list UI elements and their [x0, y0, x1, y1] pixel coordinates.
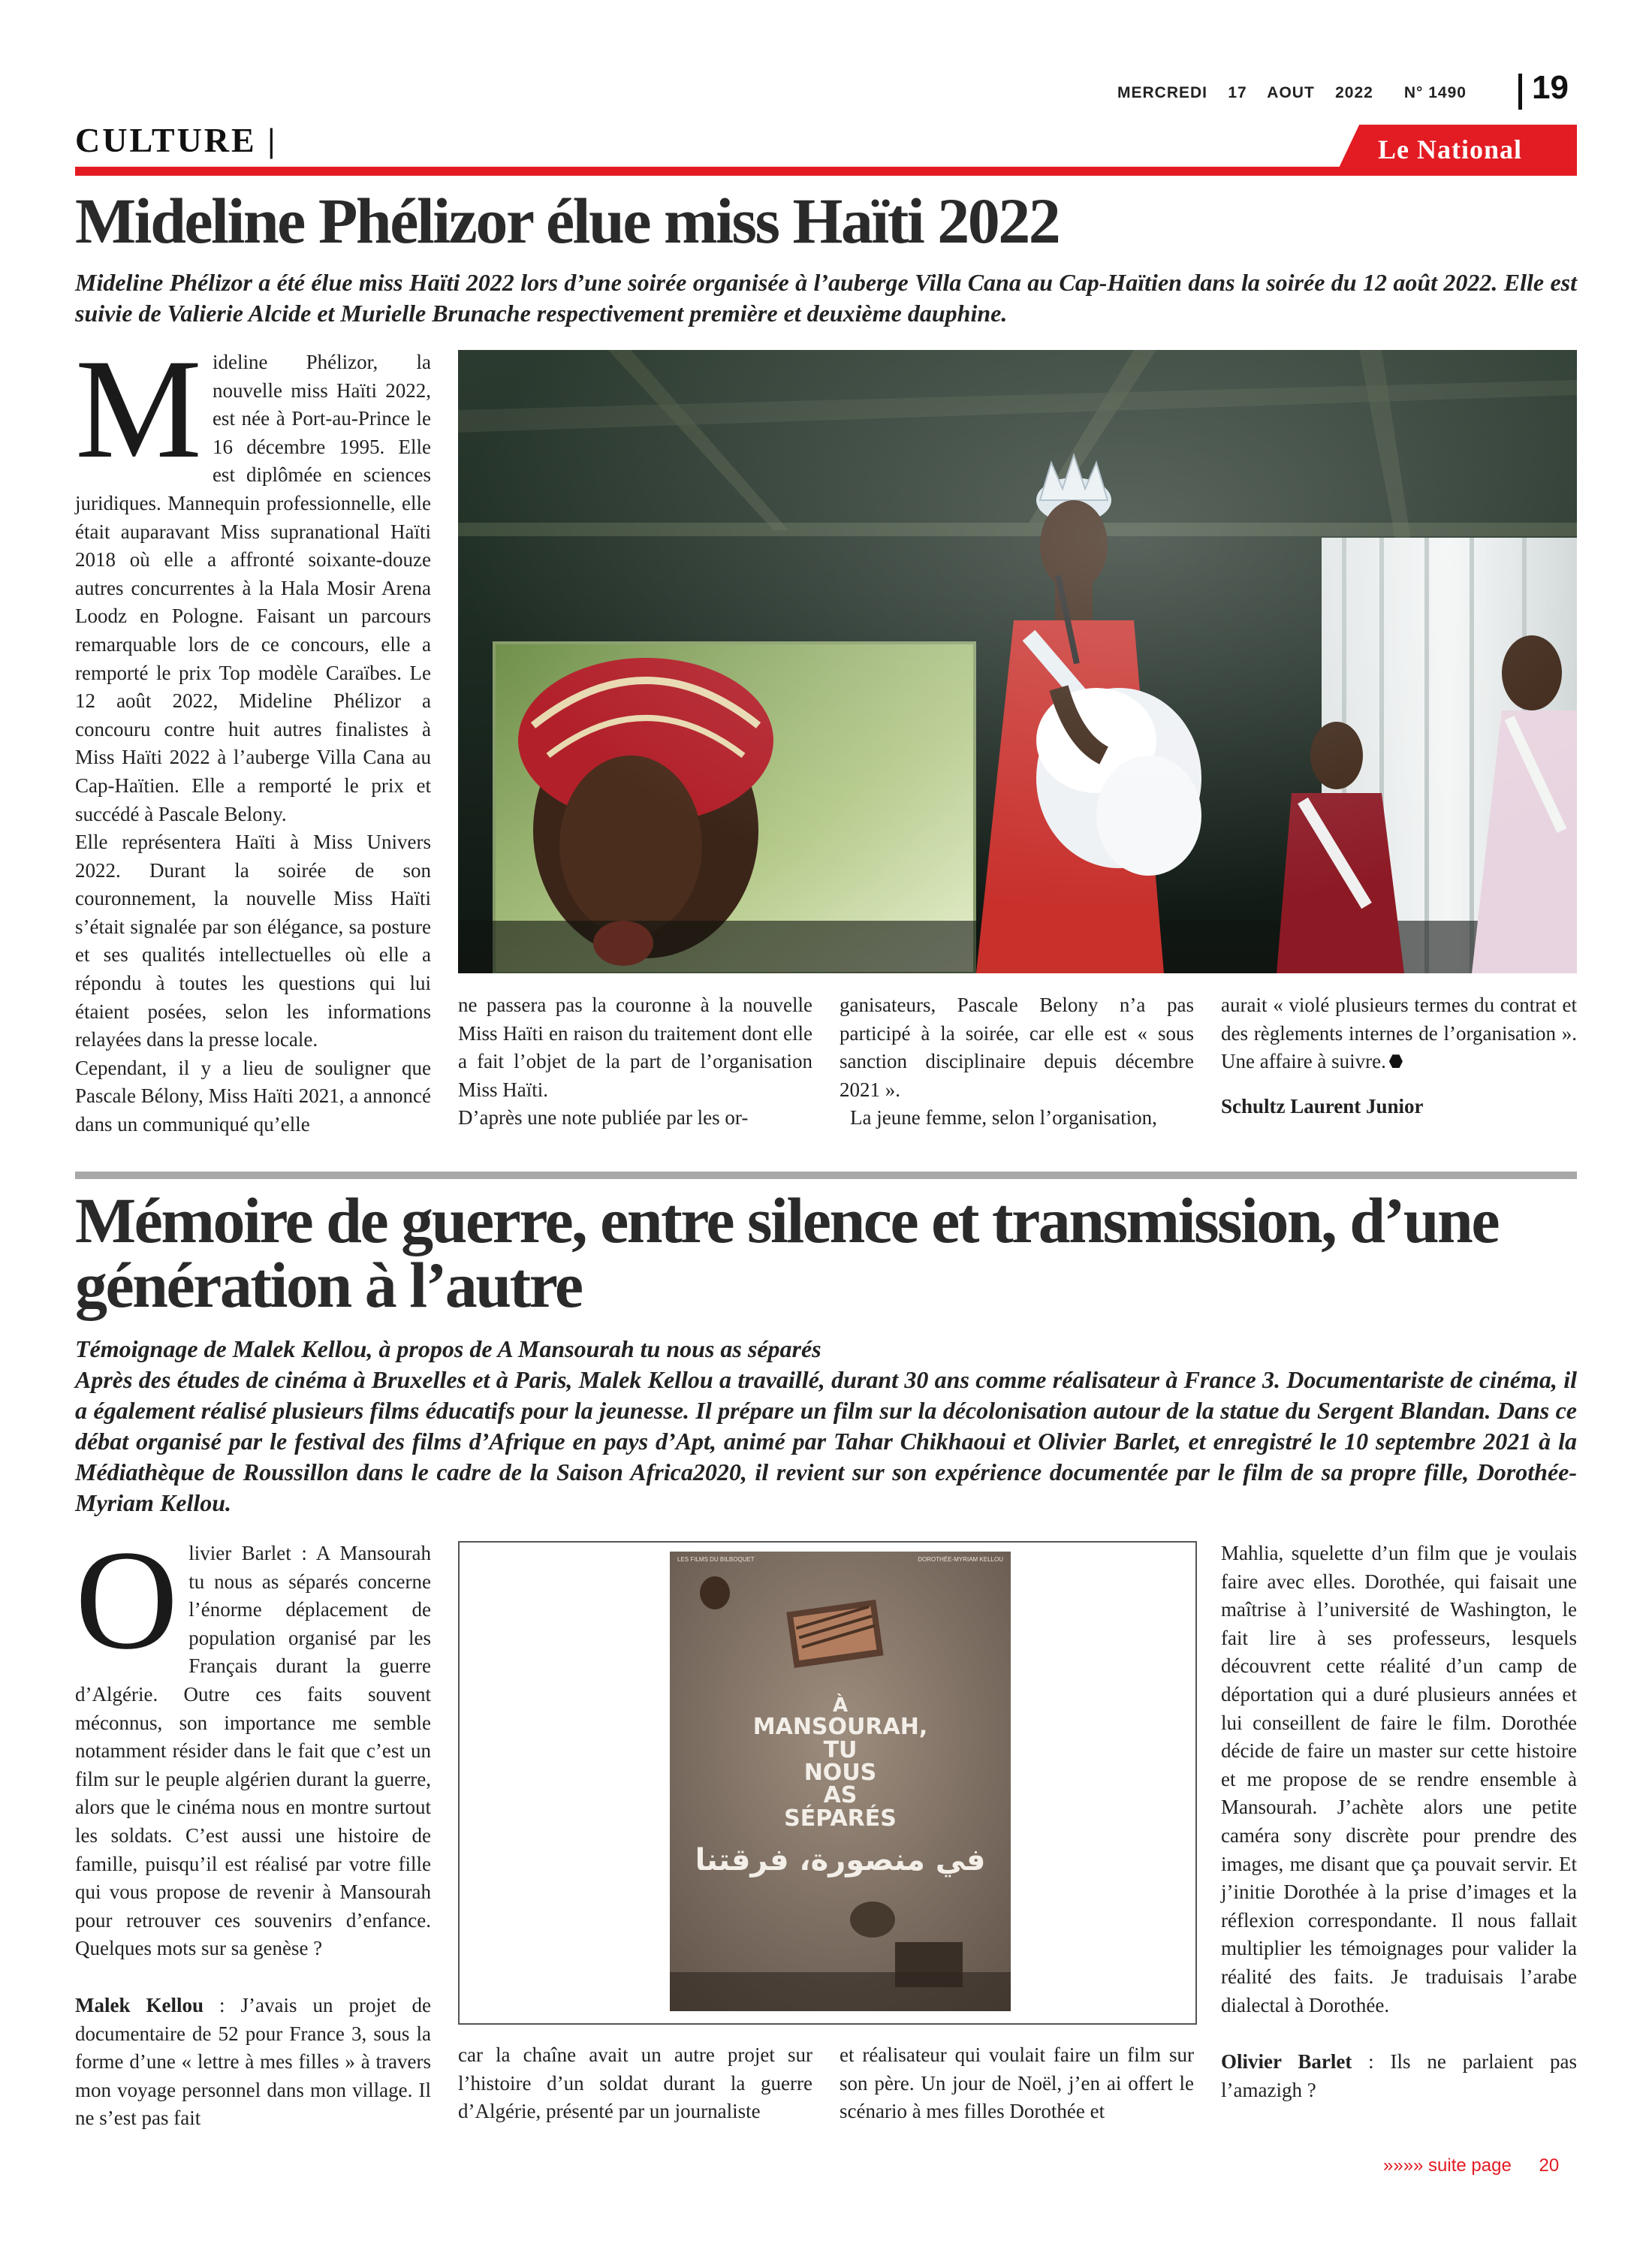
film-poster [670, 1552, 1011, 2011]
article1-col1-p1: ideline Phélizor, la nouvelle miss Haïti 2022, est née à Port-au-Prince le 16 décembre 1995. Elle est diplômée en sciences juridiques. Mannequin professionnelle, elle était auparavant Miss supranational Haïti 2018 où elle a affronté soixante-douze autres concurrentes à la Hala Mosir Arena Loodz en Pologne. Faisant un parcours remarquable lors de ce concours, elle a remporté le prix Top modèle Caraïbes. Le 12 août 2022, Mideline Phélizor a concouru contre huit autres finalistes à Miss Haïti 2022 à l’auberge Villa Cana au Cap-Haïtien. Elle a remporté le prix et succédé à Pascale Belony. [75, 351, 431, 825]
article2-col1-p2 [75, 1992, 431, 2133]
article2-col1-speech: : J’avais un projet de documentaire de 52 pour France 3, sous la forme d’une « lettre à mes filles » à travers mon voyage personnel dans mon village. Il ne s’est pas fait [75, 1993, 431, 2130]
article2-col3-p1: et réalisateur qui voulait faire un film sur son père. Un jour de Noël, j’en ai offert le scénario à mes filles Dorothée et [840, 2043, 1194, 2123]
article1-col3 [840, 991, 1194, 1133]
article1-col4-text: aurait « violé plusieurs termes du contrat et des règlements internes de l’organisation ». Une affaire à suivre. [1221, 994, 1577, 1073]
continued-label: »»»» suite page [1383, 2155, 1512, 2176]
article2-title-line1: Mémoire de guerre, entre silence et transmission, d’une [75, 1184, 1499, 1256]
poster-title-mansourah: MANSOURAH, [752, 1714, 928, 1740]
poster-title-nous: NOUS [803, 1760, 877, 1786]
page-number-divider [1518, 74, 1522, 110]
article-divider [75, 1172, 1577, 1179]
article1-col2 [458, 991, 812, 1133]
article2-col1-p1: livier Barlet : A Mansourah tu nous as séparés concerne l’énorme déplacement de population organisé par les Français durant la guerre d’Algérie. Outre ces faits souvent méconnus, son importance me semble notamment résider dans le fait que c’est un film sur le peuple algérien durant la guerre, alors que le cinéma nous en montre surtout les soldats. C’est aussi une histoire de famille, puisqu’il est réalisé par votre fille qui vous propose de revenir à Mansourah pour retrouver ces souvenirs d’enfance. Quelques mots sur sa genèse ? [75, 1542, 431, 1960]
article1-col3-p1: ganisateurs, Pascale Belony n’a pas participé à la soirée, car elle est « sous sanction disciplinaire depuis décembre 2021 ». [840, 994, 1194, 1101]
article2-col4-p1: Mahlia, squelette d’un film que je voulais faire avec elles. Dorothée, qui faisait une maîtrise à l’université de Washington, le fait lire à ses professeurs, lesquels découvrent cette réalité d’un camp de déportation qui a duré plusieurs années et lui conseillent de faire le film. Dorothée décide de faire un master sur cette histoire et me propose de se rendre ensemble à Mansourah. J’achète alors une petite caméra sony discrète pour prendre des images, me disant que ça pouvait servir. Et j’initie Dorothée à la prise d’images et la réflexion correspondante. Il nous fallait multiplier les témoignages pour valider la réalité des faits. Je traduisais l’arabe dialectal à Dorothée. [1221, 1542, 1577, 2016]
article1-col4-p1 [1221, 991, 1577, 1076]
poster-credit-right: DOROTHÉE-MYRIAM KELLOU [918, 1556, 1003, 1563]
header-year: 2022 [1335, 84, 1373, 101]
article2-dropcap: O [75, 1522, 179, 1679]
poster-title-tu: TU [823, 1737, 858, 1763]
article2-intro-line1: Témoignage de Malek Kellou, à propos de A Mansourah tu nous as séparés [75, 1335, 821, 1362]
article1-col2-p2: D’après une note publiée par les or- [458, 1106, 749, 1130]
article2-col1 [75, 1522, 431, 2133]
article1-col2-p1: ne passera pas la couronne à la nouvelle Miss Haïti en raison du traitement dont elle a fait l’objet de la part de l’organisation Miss Haïti. [458, 994, 812, 1101]
film-poster-frame [458, 1541, 1197, 2025]
header-issue: N° 1490 [1403, 84, 1467, 101]
article1-title: Mideline Phélizor élue miss Haïti 2022 [75, 185, 1060, 257]
article1-col4 [1221, 991, 1577, 1120]
header-month: AOUT [1267, 84, 1315, 101]
article2-col4-speaker: Olivier Barlet [1221, 2050, 1352, 2074]
article1-col1-p2: Elle représentera Haïti à Miss Univers 2022. Durant la soirée de son couronnement, la nouvelle Miss Haïti s’était signalée par son élégance, sa posture et ses qualités intellectuelles où elle a répondu à toutes les questions qui lui étaient posées, selon les informations relayées dans la presse locale. [75, 831, 431, 1051]
poster-title-as: AS [823, 1782, 858, 1808]
article2-col4-p2 [1221, 2048, 1577, 2104]
article2-col4 [1221, 1540, 1577, 2104]
article1-col1 [75, 330, 431, 1139]
header-date-num: 17 [1228, 84, 1247, 101]
article1-col3-p2: La jeune femme, selon l’organisation, [850, 1106, 1157, 1130]
article2-col4-speech: : Ils ne parlaient pas l’amazigh ? [1221, 2050, 1577, 2101]
page-number: 19 [1532, 69, 1569, 106]
poster-title [670, 1696, 1011, 1831]
poster-title-a: À [832, 1694, 849, 1717]
section-label: CULTURE | [75, 121, 278, 159]
poster-arabic-title: في منصورة، فرقتنا [695, 1843, 986, 1878]
article2-col1-speaker: Malek Kellou [75, 1993, 203, 2016]
article1-dropcap: M [75, 330, 202, 488]
article2-col2-p1: car la chaîne avait un autre projet sur l’histoire d’un soldat durant la guerre d’Algérie, présenté par un journaliste [458, 2043, 812, 2123]
article2-intro [75, 1334, 1577, 1519]
article2-col2 [458, 2041, 812, 2126]
article2-intro-body: Après des études de cinéma à Bruxelles et à Paris, Malek Kellou a travaillé, durant 30 ans comme réalisateur à France 3. Documentariste de cinéma, il a également réalisé plusieurs films éducatifs pour la jeunesse. Il prépare un film sur la décolonisation autour de la statue du Sergent Blandan. Dans ce débat organisé par le festival des films d’Afrique en pays d’Apt, animé par Tahar Chikhaoui et Olivier Barlet, et enregistré le 10 septembre 2021 à la Médiathèque de Roussillon dans le cadre de la Saison Africa2020, il revient sur son expérience documentée par le film de sa propre fille, Dorothée-Myriam Kellou. [75, 1366, 1577, 1516]
article1-author: Schultz Laurent Junior [1221, 1094, 1424, 1117]
end-mark-icon [1389, 1054, 1403, 1068]
article1-col1-p3: Cependant, il y a lieu de souligner que Pascale Bélony, Miss Haïti 2021, a annoncé dans un communiqué qu’elle [75, 1056, 431, 1136]
article1-photo [458, 350, 1577, 973]
article2-title-line2: génération à l’autre [75, 1249, 582, 1321]
continued-page: 20 [1539, 2155, 1560, 2176]
poster-title-separes: SÉPARÉS [784, 1805, 897, 1832]
crowning-photo-illustration [458, 350, 1577, 973]
article2-col3 [840, 2041, 1194, 2126]
poster-credit-left: LES FILMS DU BILBOQUET [677, 1556, 755, 1563]
header-rule [75, 167, 1577, 176]
article2-title [75, 1184, 1577, 1321]
brand-label: Le National [1378, 134, 1523, 164]
header-day: MERCREDI [1117, 84, 1208, 101]
continued-link[interactable] [1383, 2155, 1559, 2176]
issue-date-line [1117, 84, 1467, 102]
article1-intro: Mideline Phélizor a été élue miss Haïti 2022 lors d’une soirée organisée à l’auberge Villa Cana au Cap-Haïtien dans la soirée du 12 août 2022. Elle est suivie de Valierie Alcide et Murielle Brunache respectivement première et deuxième dauphine. [75, 269, 1577, 327]
